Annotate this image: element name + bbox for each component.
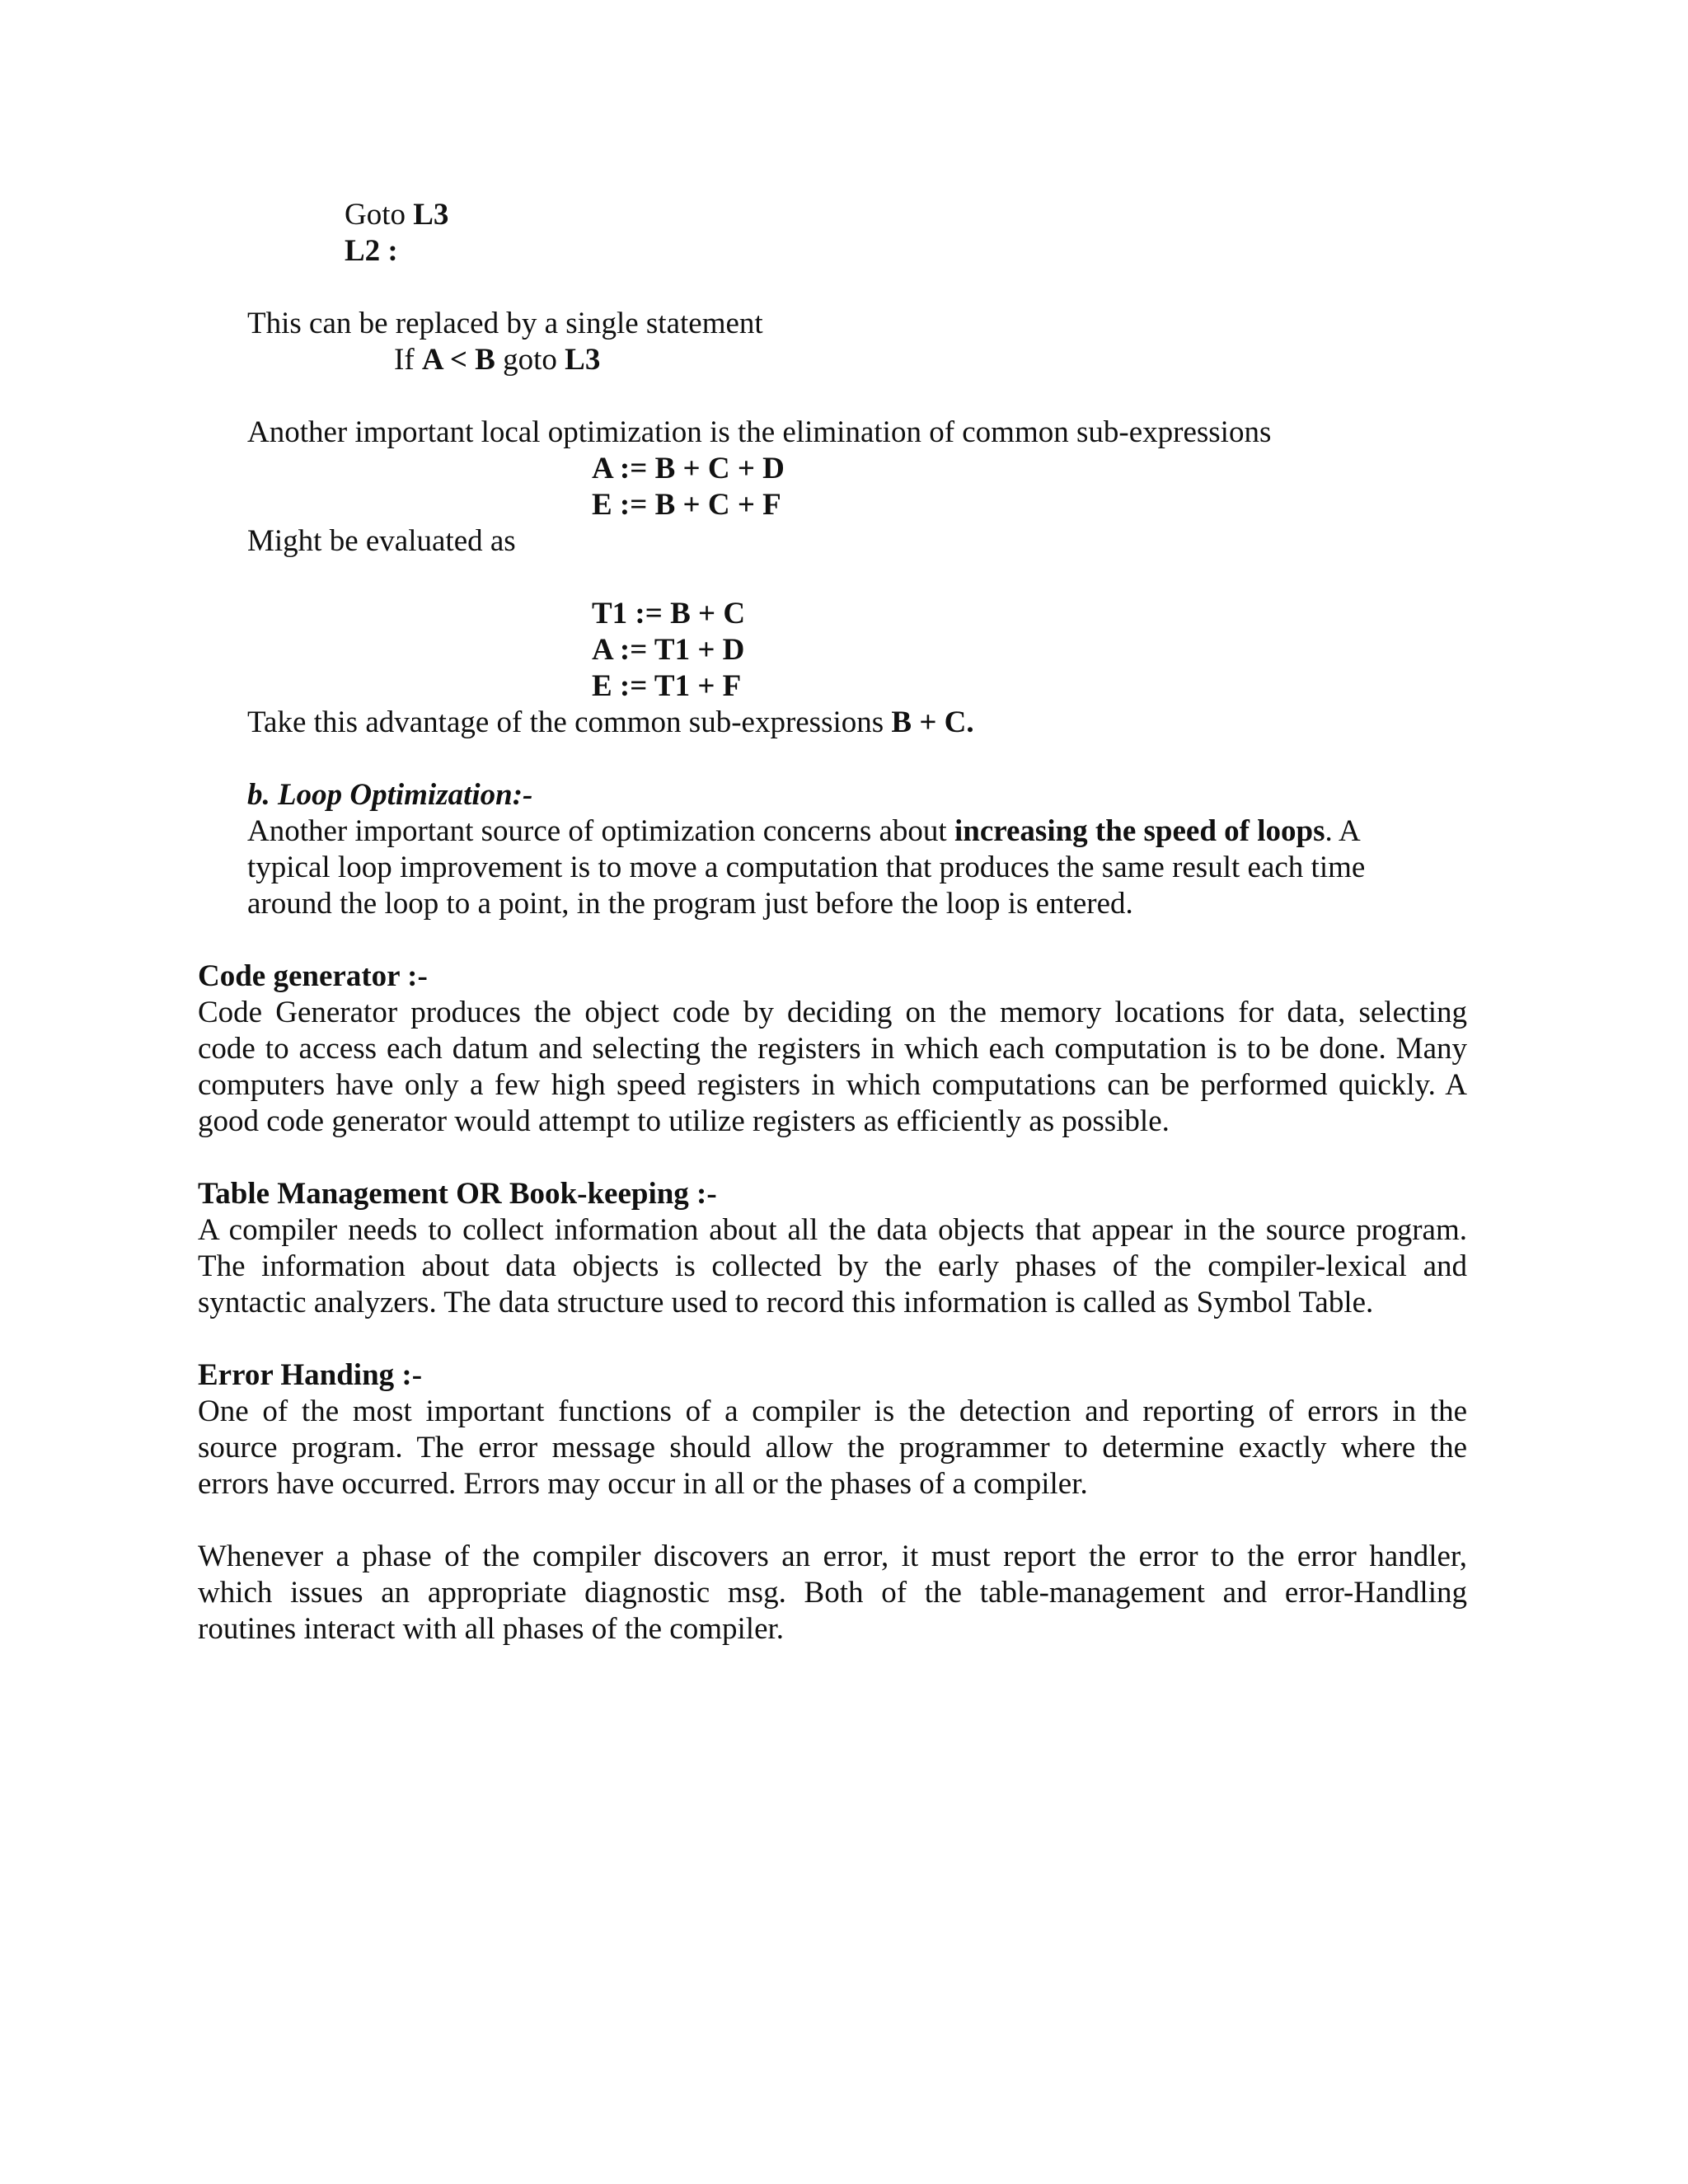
cse-code-line-2: E := B + C + F xyxy=(592,488,781,522)
loop-optimization-heading: b. Loop Optimization:- xyxy=(247,778,533,812)
table-management-heading: Table Management OR Book-keeping :- xyxy=(198,1177,717,1211)
goto-target: L3 xyxy=(413,198,449,232)
condition: A < B xyxy=(421,343,495,377)
table-management-paragraph xyxy=(198,1212,1467,1321)
paragraph-line: One of the most important functions of a compiler is the detection and reporting of errors in the xyxy=(198,1394,1467,1428)
cse-intro: Another important local optimization is the elimination of common sub-expressions xyxy=(247,415,1272,449)
goto-target: L3 xyxy=(565,343,601,377)
paragraph-line: routines interact with all phases of the compiler. xyxy=(198,1612,785,1646)
replace-intro: This can be replaced by a single statement xyxy=(247,307,763,340)
error-handling-paragraph xyxy=(198,1394,1467,1502)
error-handling-heading: Error Handing :- xyxy=(198,1358,423,1392)
paragraph-line: Code Generator produces the object code by deciding on the memory locations for data, selecting xyxy=(198,996,1467,1029)
loop-opt-line-3: around the loop to a point, in the program just before the loop is entered. xyxy=(247,887,1133,921)
advantage-expr: B + C. xyxy=(891,705,974,739)
goto-keyword: Goto xyxy=(345,198,414,232)
paragraph-line: code to access each datum and selecting the registers in which each computation is to be done. Many xyxy=(198,1032,1467,1066)
single-statement xyxy=(394,342,600,378)
paragraph-line: computers have only a few high speed registers in which computations can be performed quickly. A xyxy=(198,1068,1467,1102)
goto-keyword: goto xyxy=(495,343,565,377)
cse-code-line-1: A := B + C + D xyxy=(592,452,785,485)
paragraph-line: good code generator would attempt to utilize registers as efficiently as possible. xyxy=(198,1104,1170,1138)
advantage-line xyxy=(247,705,974,741)
paragraph-line: A compiler needs to collect information about all the data objects that appear in the source program. xyxy=(198,1213,1467,1247)
code-generator-heading: Code generator :- xyxy=(198,959,428,993)
loop-opt-line-1-bold: increasing the speed of loops xyxy=(954,814,1325,848)
label-l2: L2 : xyxy=(345,234,398,268)
paragraph-line: errors have occurred. Errors may occur in all or the phases of a compiler. xyxy=(198,1467,1088,1501)
goto-l3-line xyxy=(345,197,448,233)
paragraph-line: syntactic analyzers. The data structure used to record this information is called as Symbol Table. xyxy=(198,1286,1374,1319)
cse-result-line-2: A := T1 + D xyxy=(592,633,745,667)
paragraph-line: which issues an appropriate diagnostic msg. Both of the table-management and error-Handling xyxy=(198,1576,1467,1610)
paragraph-line: source program. The error message should allow the programmer to determine exactly where the xyxy=(198,1431,1467,1465)
loop-opt-line-1 xyxy=(247,813,1361,850)
paragraph-line: Whenever a phase of the compiler discovers an error, it must report the error to the error handler, xyxy=(198,1540,1467,1573)
evaluated-as: Might be evaluated as xyxy=(247,524,516,558)
loop-opt-line-1-pre: Another important source of optimization concerns about xyxy=(247,814,954,848)
cse-result-line-1: T1 := B + C xyxy=(592,597,746,630)
if-keyword: If xyxy=(394,343,422,377)
final-paragraph xyxy=(198,1539,1467,1647)
loop-opt-line-2: typical loop improvement is to move a computation that produces the same result each time xyxy=(247,851,1366,884)
cse-result-line-3: E := T1 + F xyxy=(592,669,742,703)
paragraph-line: The information about data objects is collected by the early phases of the compiler-lexical and xyxy=(198,1249,1467,1283)
code-generator-paragraph xyxy=(198,995,1467,1140)
advantage-text: Take this advantage of the common sub-expressions xyxy=(247,705,892,739)
loop-opt-line-1-post: . A xyxy=(1325,814,1361,848)
